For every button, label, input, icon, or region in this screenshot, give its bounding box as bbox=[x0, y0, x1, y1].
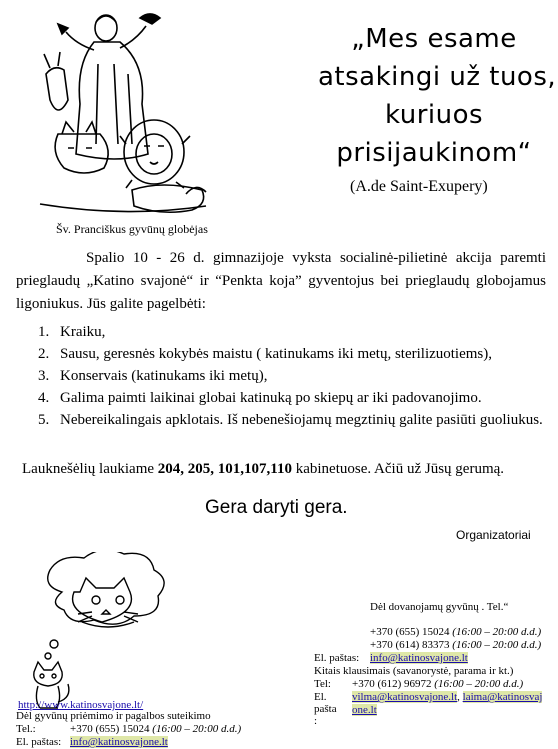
quote-line: „Mes esame bbox=[351, 24, 517, 54]
list-item bbox=[38, 409, 548, 431]
collect-after: kabinetuose. Ačiū už Jūsų gerumą. bbox=[291, 461, 505, 477]
quote-author: (A.de Saint-Exupery) bbox=[350, 178, 488, 195]
list-text: Nebereikalingais apklotais. Iš nebenešiojamų megztinių galite pasiūti guoliukus. bbox=[60, 412, 543, 428]
intro-text: Spalio 10 - 26 d. gimnazijoje vyksta socialinė-pilietinė akcija paremti prieglaudų „Katino svajonė“ ir “Penkta koja” gyventojus bei prieglaudų globojamus ligoniukus. Jūs galite pagelbėti: bbox=[16, 250, 546, 312]
right-tel3: +370 (612) 96972 bbox=[352, 678, 432, 690]
collect-before: Lauknešėlių laukiame bbox=[22, 461, 158, 477]
right-email2-label: : bbox=[314, 715, 318, 727]
right-email2-label: pašta bbox=[314, 703, 337, 715]
list-number: 1. bbox=[38, 324, 50, 340]
right-tel2: +370 (614) 83373 bbox=[370, 639, 450, 651]
quote-block bbox=[318, 20, 557, 172]
left-tel-label: Tel.: bbox=[16, 723, 36, 735]
list-text: Konservais (katinukams iki metų), bbox=[60, 368, 268, 384]
list-text: Sausu, geresnės kokybės maistu ( katinukams iki metų, sterilizuotiems), bbox=[60, 346, 493, 362]
right-email-link[interactable]: info@katinosvajone.lt bbox=[370, 652, 468, 664]
motto: Gera daryti gera. bbox=[205, 497, 348, 518]
right-hours1: (16:00 – 20:00 d.d.) bbox=[452, 626, 542, 638]
collection-note bbox=[22, 461, 504, 478]
list-item bbox=[38, 343, 548, 365]
left-contact-line1: Dėl gyvūnų priėmimo ir pagalbos suteikimo bbox=[16, 710, 211, 722]
left-email-link[interactable]: info@katinosvajone.lt bbox=[70, 736, 168, 748]
image-caption: Šv. Pranciškus gyvūnų globėjas bbox=[56, 222, 208, 236]
list-item bbox=[38, 321, 548, 343]
list-number: 5. bbox=[38, 412, 50, 428]
intro-paragraph bbox=[16, 247, 546, 316]
quote-line: prisijaukinom“ bbox=[336, 138, 532, 168]
laima-email-link-cont[interactable]: one.lt bbox=[352, 704, 377, 716]
right-tel1: +370 (655) 15024 bbox=[370, 626, 450, 638]
organizers-label: Organizatoriai bbox=[456, 528, 531, 542]
right-heading: Dėl dovanojamų gyvūnų . Tel.“ bbox=[370, 601, 509, 613]
left-contact-details bbox=[16, 710, 266, 749]
right-other: Kitais klausimais (savanorystė, parama ir kt.) bbox=[314, 665, 514, 677]
left-email-label: El. paštas: bbox=[16, 736, 62, 748]
list-text: Kraiku, bbox=[60, 324, 106, 340]
saint-francis-illustration bbox=[36, 4, 212, 218]
list-number: 4. bbox=[38, 390, 50, 406]
right-tel-label: Tel: bbox=[314, 678, 331, 690]
list-number: 3. bbox=[38, 368, 50, 384]
vilma-email-link[interactable]: vilma@katinosvajone.lt bbox=[352, 691, 458, 703]
list-text: Galima paimti laikinai globai katinuką po skiepų ar iki padovanojimo. bbox=[60, 390, 482, 406]
list-number: 2. bbox=[38, 346, 50, 362]
right-email-label: El. paštas: bbox=[314, 652, 360, 664]
right-hours3: (16:00 – 20:00 d.d.) bbox=[434, 678, 524, 690]
list-item bbox=[38, 365, 548, 387]
quote-line: kuriuos bbox=[384, 100, 484, 130]
website-link[interactable]: http://www.katinosvajone.lt/ bbox=[18, 699, 144, 711]
laima-email-link[interactable]: laima@katinosvaj bbox=[462, 691, 543, 703]
right-hours2: (16:00 – 20:00 d.d.) bbox=[452, 639, 542, 651]
list-item bbox=[38, 387, 548, 409]
left-hours: (16:00 – 20:00 d.d.) bbox=[152, 723, 242, 735]
left-tel: +370 (655) 15024 bbox=[70, 723, 150, 735]
right-contact: Dėl dovanojamų gyvūnų . Tel.“ +370 (655) 15024 (16:00 – 20:00 d.d.) +370 (614) 83373 (16:00 – 20:00 d.d.) El. paštas: info@katinosvajone.lt Kitais klausimais (savanorystė, parama ir kt.) Tel: +370 (612) 96972 (16:00 – 20:00 d.d.) El. pašta : vilma@katinosvajone.lt, laima@katinosvaj one.lt bbox=[314, 601, 554, 727]
quote-line: atsakingi už tuos, bbox=[318, 62, 557, 92]
collect-rooms: 204, 205, 101,107,110 bbox=[157, 461, 292, 477]
help-list bbox=[38, 321, 548, 431]
right-email2-label: El. bbox=[314, 691, 327, 703]
cat-drawing bbox=[22, 552, 172, 712]
